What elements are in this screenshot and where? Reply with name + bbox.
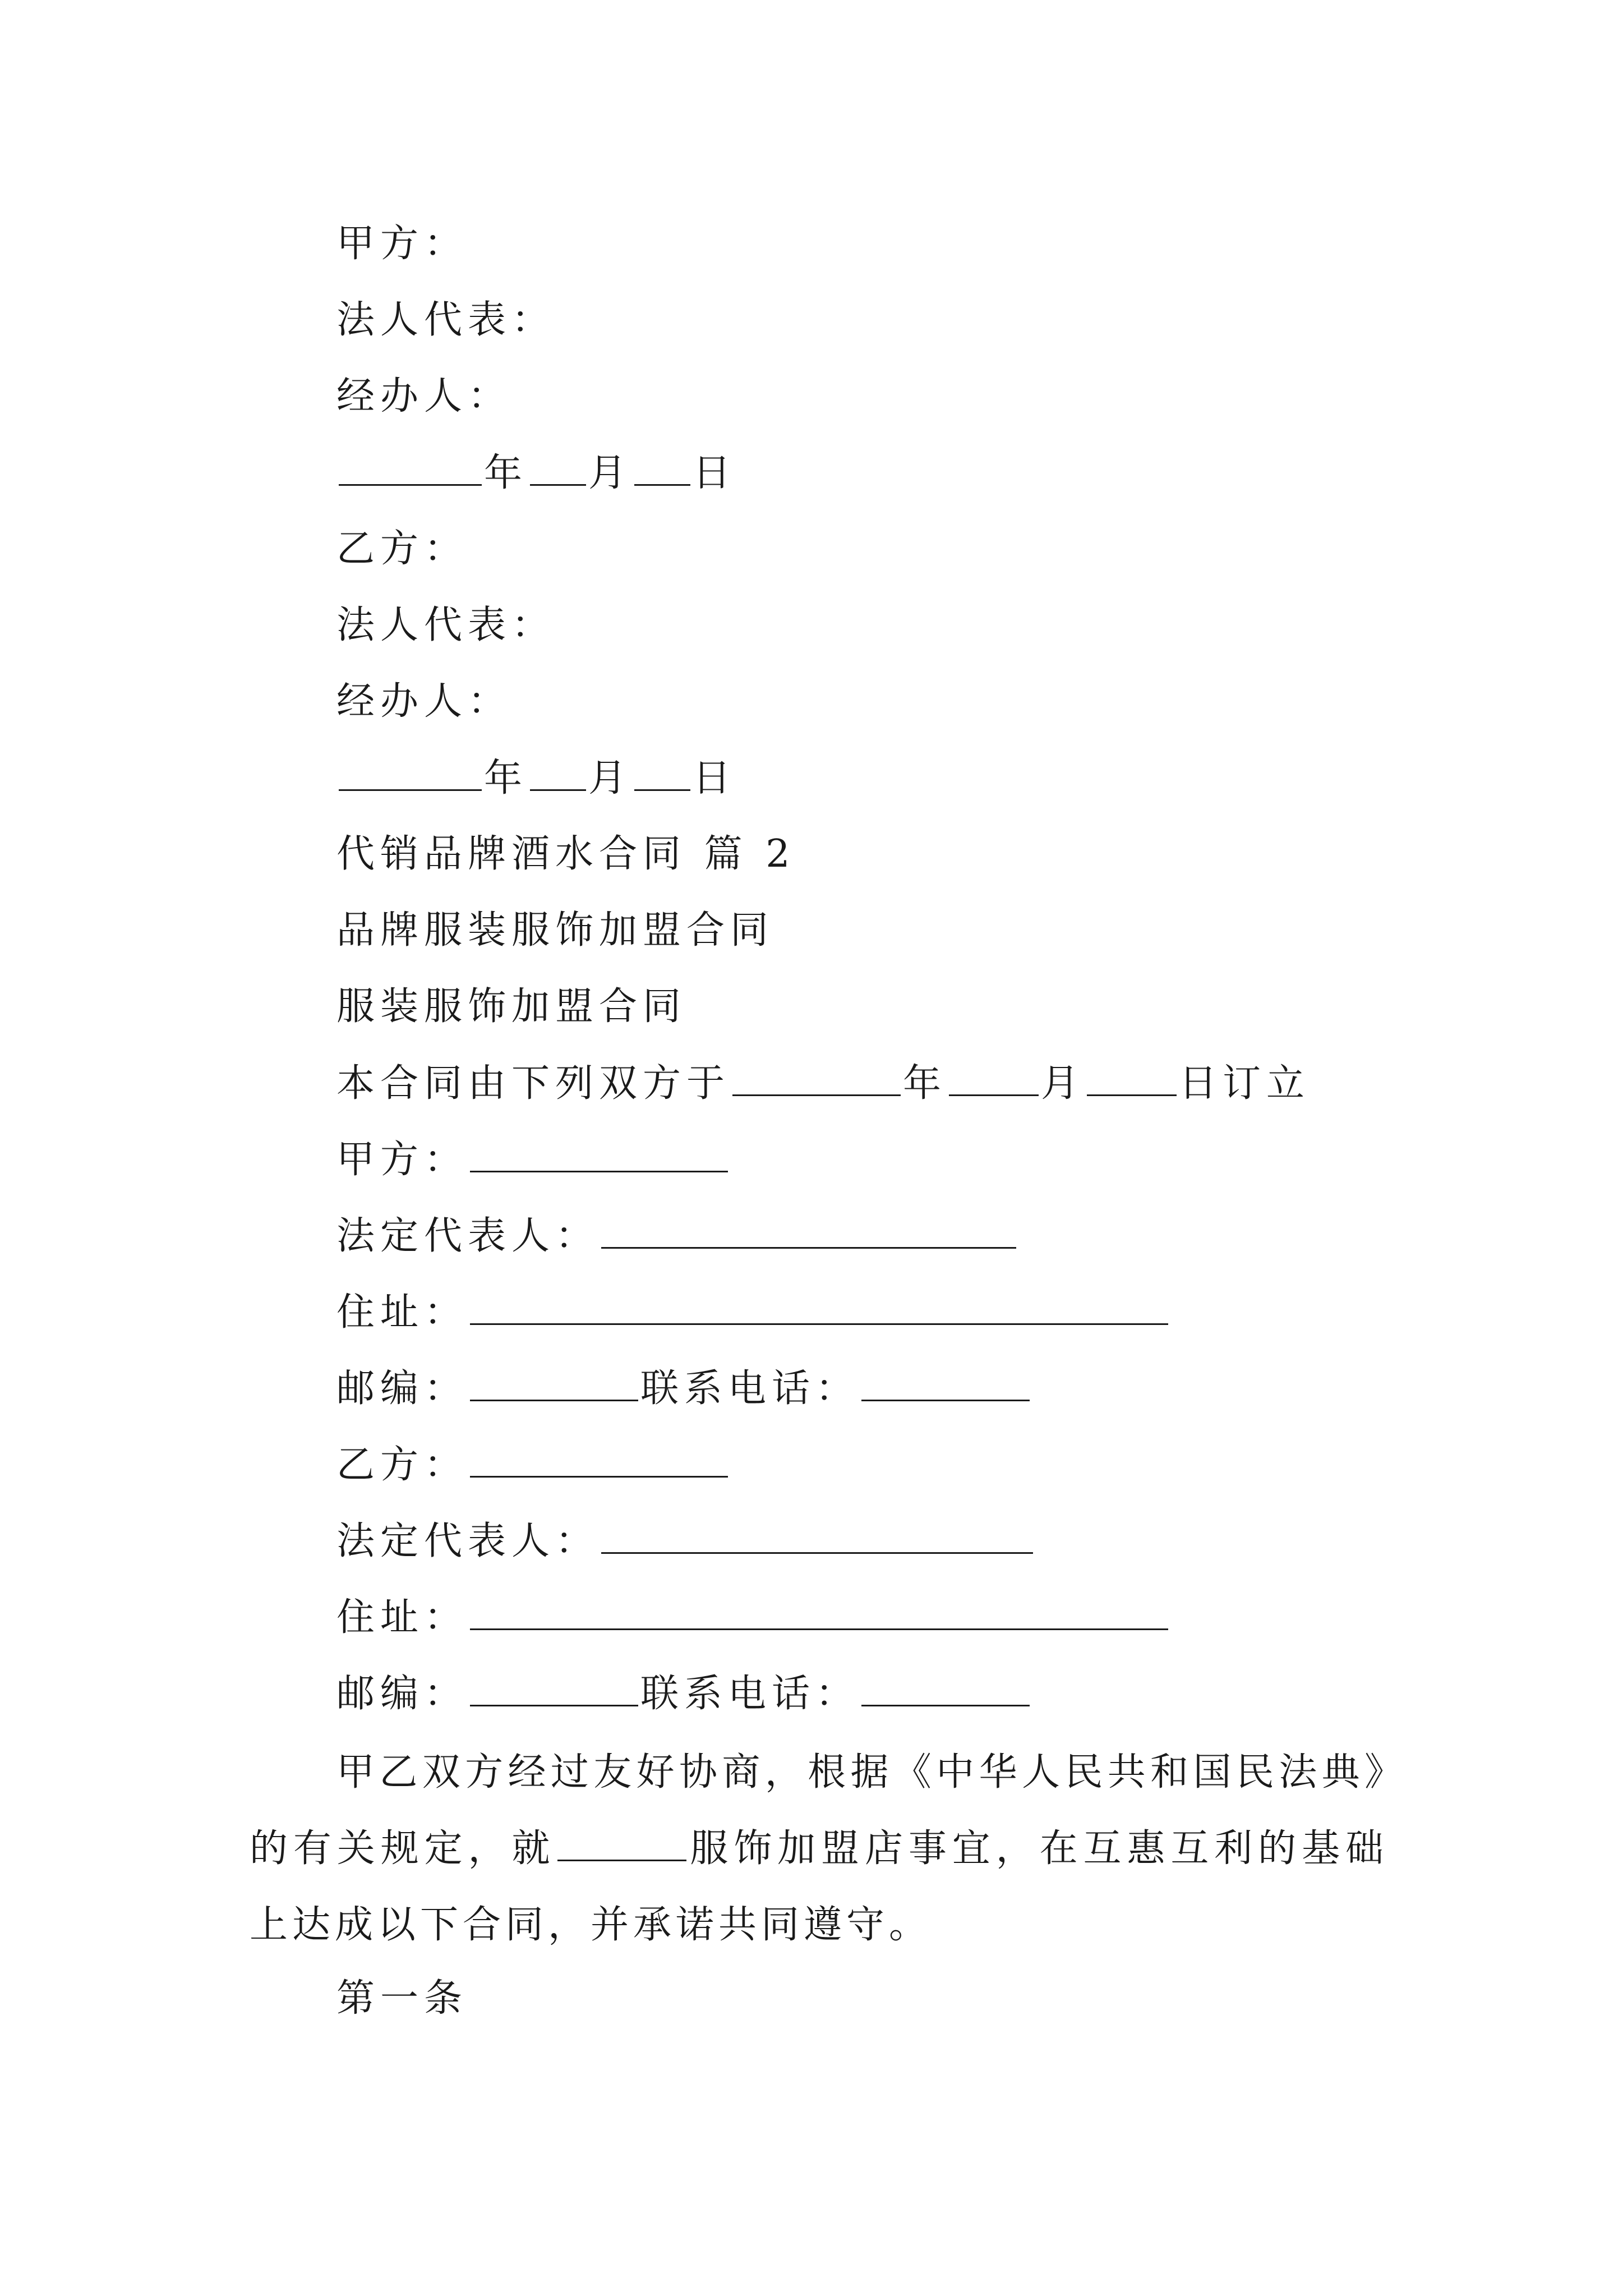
address-field-b (336, 1595, 1170, 1640)
signing-tail: 日订立 (1179, 1061, 1311, 1106)
address-field (336, 1290, 1170, 1335)
date-line-a (336, 450, 736, 496)
contract-title-text: 品牌服装服饰加盟合同 (336, 908, 774, 953)
address-blank-b (470, 1595, 1168, 1630)
address-blank (470, 1290, 1168, 1325)
party-a-label (336, 222, 468, 266)
party-a-field (336, 1137, 730, 1182)
postcode-phone-field (336, 1366, 1032, 1411)
phone-label-b: 联系电话： (640, 1672, 860, 1716)
party-b-blank (470, 1442, 728, 1478)
year-blank (339, 756, 482, 791)
handler-text-b: 经办人： (336, 679, 512, 724)
party-b-field (336, 1442, 730, 1488)
legal-rep-field (336, 1213, 1018, 1259)
legal-rep-label: 法定代表人： (336, 1214, 600, 1258)
section-heading-text: 代销品牌酒水合同 篇 2 (336, 832, 796, 876)
date-line-b (336, 756, 736, 801)
phone-blank (861, 1366, 1030, 1401)
party-b-label (336, 527, 468, 572)
phone-blank-b (861, 1671, 1030, 1706)
month-text: 月 (1041, 1061, 1085, 1106)
month-blank (530, 756, 586, 791)
signing-date-line (336, 1061, 1310, 1106)
postcode-blank (470, 1366, 638, 1401)
legal-rep-label (336, 298, 555, 343)
party-b-label: 乙方： (336, 1443, 468, 1487)
contract-subtitle-text: 服装服饰加盟合同 (336, 984, 687, 1029)
day-text: 日 (693, 756, 737, 800)
year-text: 年 (903, 1061, 947, 1106)
month-blank (949, 1061, 1039, 1096)
signing-intro: 本合同由下列双方于 (336, 1061, 731, 1106)
legal-rep-text-b: 法人代表： (336, 603, 556, 647)
address-label-b: 住址： (336, 1595, 468, 1640)
postcode-phone-field-b (336, 1671, 1032, 1717)
day-blank (634, 756, 690, 791)
handler-text: 经办人： (336, 374, 512, 418)
postcode-label-b: 邮编： (336, 1672, 468, 1716)
article-one-text: 第一条 (336, 1976, 468, 2021)
month-blank (530, 450, 586, 486)
legal-rep-blank-b (601, 1519, 1033, 1554)
month-text: 月 (588, 756, 633, 800)
year-blank (339, 450, 482, 486)
paragraph-part-b: 服饰加盟店事宜，在互惠互利的基础上达成以下合同，并承诺共同遵守。 (250, 1826, 1388, 1947)
day-blank (634, 450, 690, 486)
section-heading (336, 832, 796, 877)
contract-subtitle (336, 984, 686, 1029)
phone-label: 联系电话： (640, 1366, 860, 1411)
party-a-text: 甲方： (336, 222, 468, 266)
legal-rep-blank (601, 1213, 1016, 1249)
legal-rep-text: 法人代表： (336, 298, 556, 342)
year-text: 年 (484, 451, 528, 495)
postcode-blank-b (470, 1671, 638, 1706)
contract-title (336, 908, 774, 953)
handler-label (336, 374, 511, 419)
handler-label-b (336, 679, 511, 724)
article-one (336, 1976, 468, 2021)
year-blank (732, 1061, 901, 1096)
party-b-text: 乙方： (336, 527, 468, 571)
brand-blank (557, 1826, 686, 1861)
party-a-label: 甲方： (336, 1138, 468, 1182)
paragraph-part-a: 甲乙双方经过友好协商，根据《中华人民共和国民法典》的有关规定，就 (250, 1750, 1388, 1871)
agreement-paragraph (250, 1734, 1388, 1963)
year-text: 年 (484, 756, 528, 800)
address-label: 住址： (336, 1290, 468, 1335)
day-blank (1087, 1061, 1177, 1096)
month-text: 月 (588, 451, 633, 495)
legal-rep-label-b (336, 603, 555, 648)
postcode-label: 邮编： (336, 1366, 468, 1411)
day-text: 日 (693, 451, 737, 495)
legal-rep-label-b: 法定代表人： (336, 1519, 600, 1563)
party-a-blank (470, 1137, 728, 1172)
legal-rep-field-b (336, 1519, 1035, 1564)
